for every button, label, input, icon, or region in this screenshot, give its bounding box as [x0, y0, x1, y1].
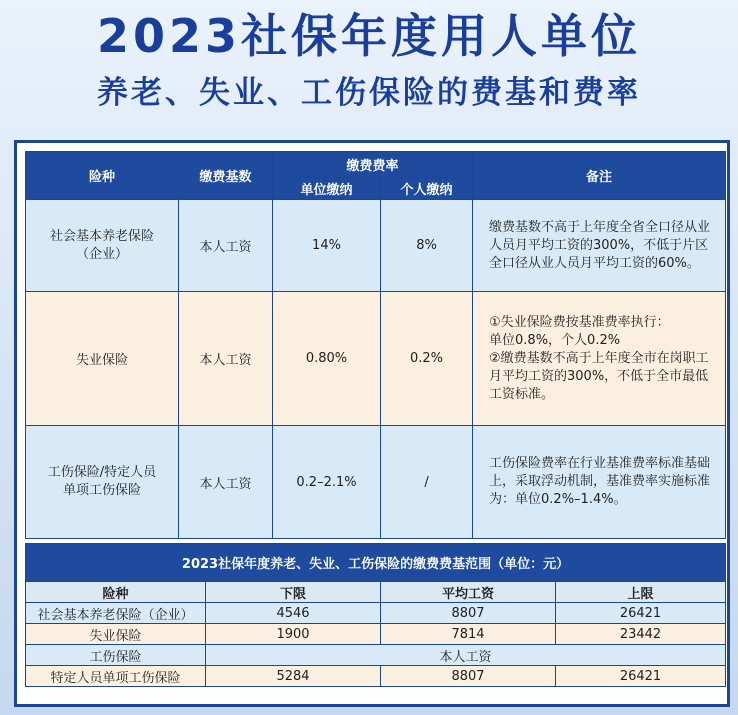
row-employer: 0.2–2.1% — [273, 426, 381, 539]
row-note: 工伤保险费率在行业基准费率标准基础上，采取浮动机制，基准费率实施标准为：单位0.2%–1.4%。 — [473, 426, 726, 539]
row-base: 本人工资 — [179, 292, 273, 426]
row-lower: 4546 — [206, 603, 381, 624]
row-type: 社会基本养老保险 （企业） — [26, 200, 179, 292]
rates-table — [25, 151, 726, 539]
header-note: 备注 — [473, 152, 726, 200]
header-rate: 缴费费率 — [273, 152, 473, 178]
header-upper: 上限 — [556, 582, 726, 603]
table-row — [26, 292, 726, 426]
row-type: 特定人员单项工伤保险 — [26, 666, 206, 687]
row-type: 失业保险 — [26, 292, 179, 426]
row-individual: / — [381, 426, 473, 539]
row-lower: 1900 — [206, 624, 381, 645]
row-note: ①失业保险费按基准费率执行： 单位0.8%，个人0.2% ②缴费基数不高于上年度全市在岗职工月平均工资的300%，不低于全市最低工资标准。 — [473, 292, 726, 426]
row-average: 8807 — [381, 666, 556, 687]
header-type: 险种 — [26, 152, 179, 200]
header-average: 平均工资 — [381, 582, 556, 603]
row-upper: 26421 — [556, 666, 726, 687]
row-type: 失业保险 — [26, 624, 206, 645]
row-type: 工伤保险/特定人员 单项工伤保险 — [26, 426, 179, 539]
table-row — [26, 645, 726, 666]
header-individual: 个人缴纳 — [381, 178, 473, 200]
page-subtitle: 养老、失业、工伤保险的费基和费率 — [97, 75, 641, 111]
row-type: 工伤保险 — [26, 645, 206, 666]
table-row — [26, 603, 726, 624]
row-employer: 0.80% — [273, 292, 381, 426]
row-employer: 14% — [273, 200, 381, 292]
row-base: 本人工资 — [179, 200, 273, 292]
row-upper: 26421 — [556, 603, 726, 624]
table-row — [26, 624, 726, 645]
row-average: 7814 — [381, 624, 556, 645]
header-type: 险种 — [26, 582, 206, 603]
row-individual: 8% — [381, 200, 473, 292]
table-row — [26, 666, 726, 687]
base-range-table — [25, 543, 726, 687]
row-lower: 5284 — [206, 666, 381, 687]
header-lower: 下限 — [206, 582, 381, 603]
table-row — [26, 426, 726, 539]
content-panel — [14, 140, 730, 707]
table-header-row — [26, 582, 726, 603]
table-row — [26, 200, 726, 292]
row-type: 社会基本养老保险（企业） — [26, 603, 206, 624]
row-note: 缴费基数不高于上年度全省全口径从业人员月平均工资的300%，不低于片区全口径从业人员月平均工资的60%。 — [473, 200, 726, 292]
row-average: 8807 — [381, 603, 556, 624]
row-individual: 0.2% — [381, 292, 473, 426]
row-base: 本人工资 — [179, 426, 273, 539]
header-base: 缴费基数 — [179, 152, 273, 200]
table-caption: 2023社保年度养老、失业、工伤保险的缴费费基范围（单位：元） — [26, 544, 726, 582]
row-upper: 23442 — [556, 624, 726, 645]
row-merged-value: 本人工资 — [206, 645, 726, 666]
header-employer: 单位缴纳 — [273, 178, 381, 200]
page-title: 2023社保年度用人单位 — [96, 9, 642, 63]
